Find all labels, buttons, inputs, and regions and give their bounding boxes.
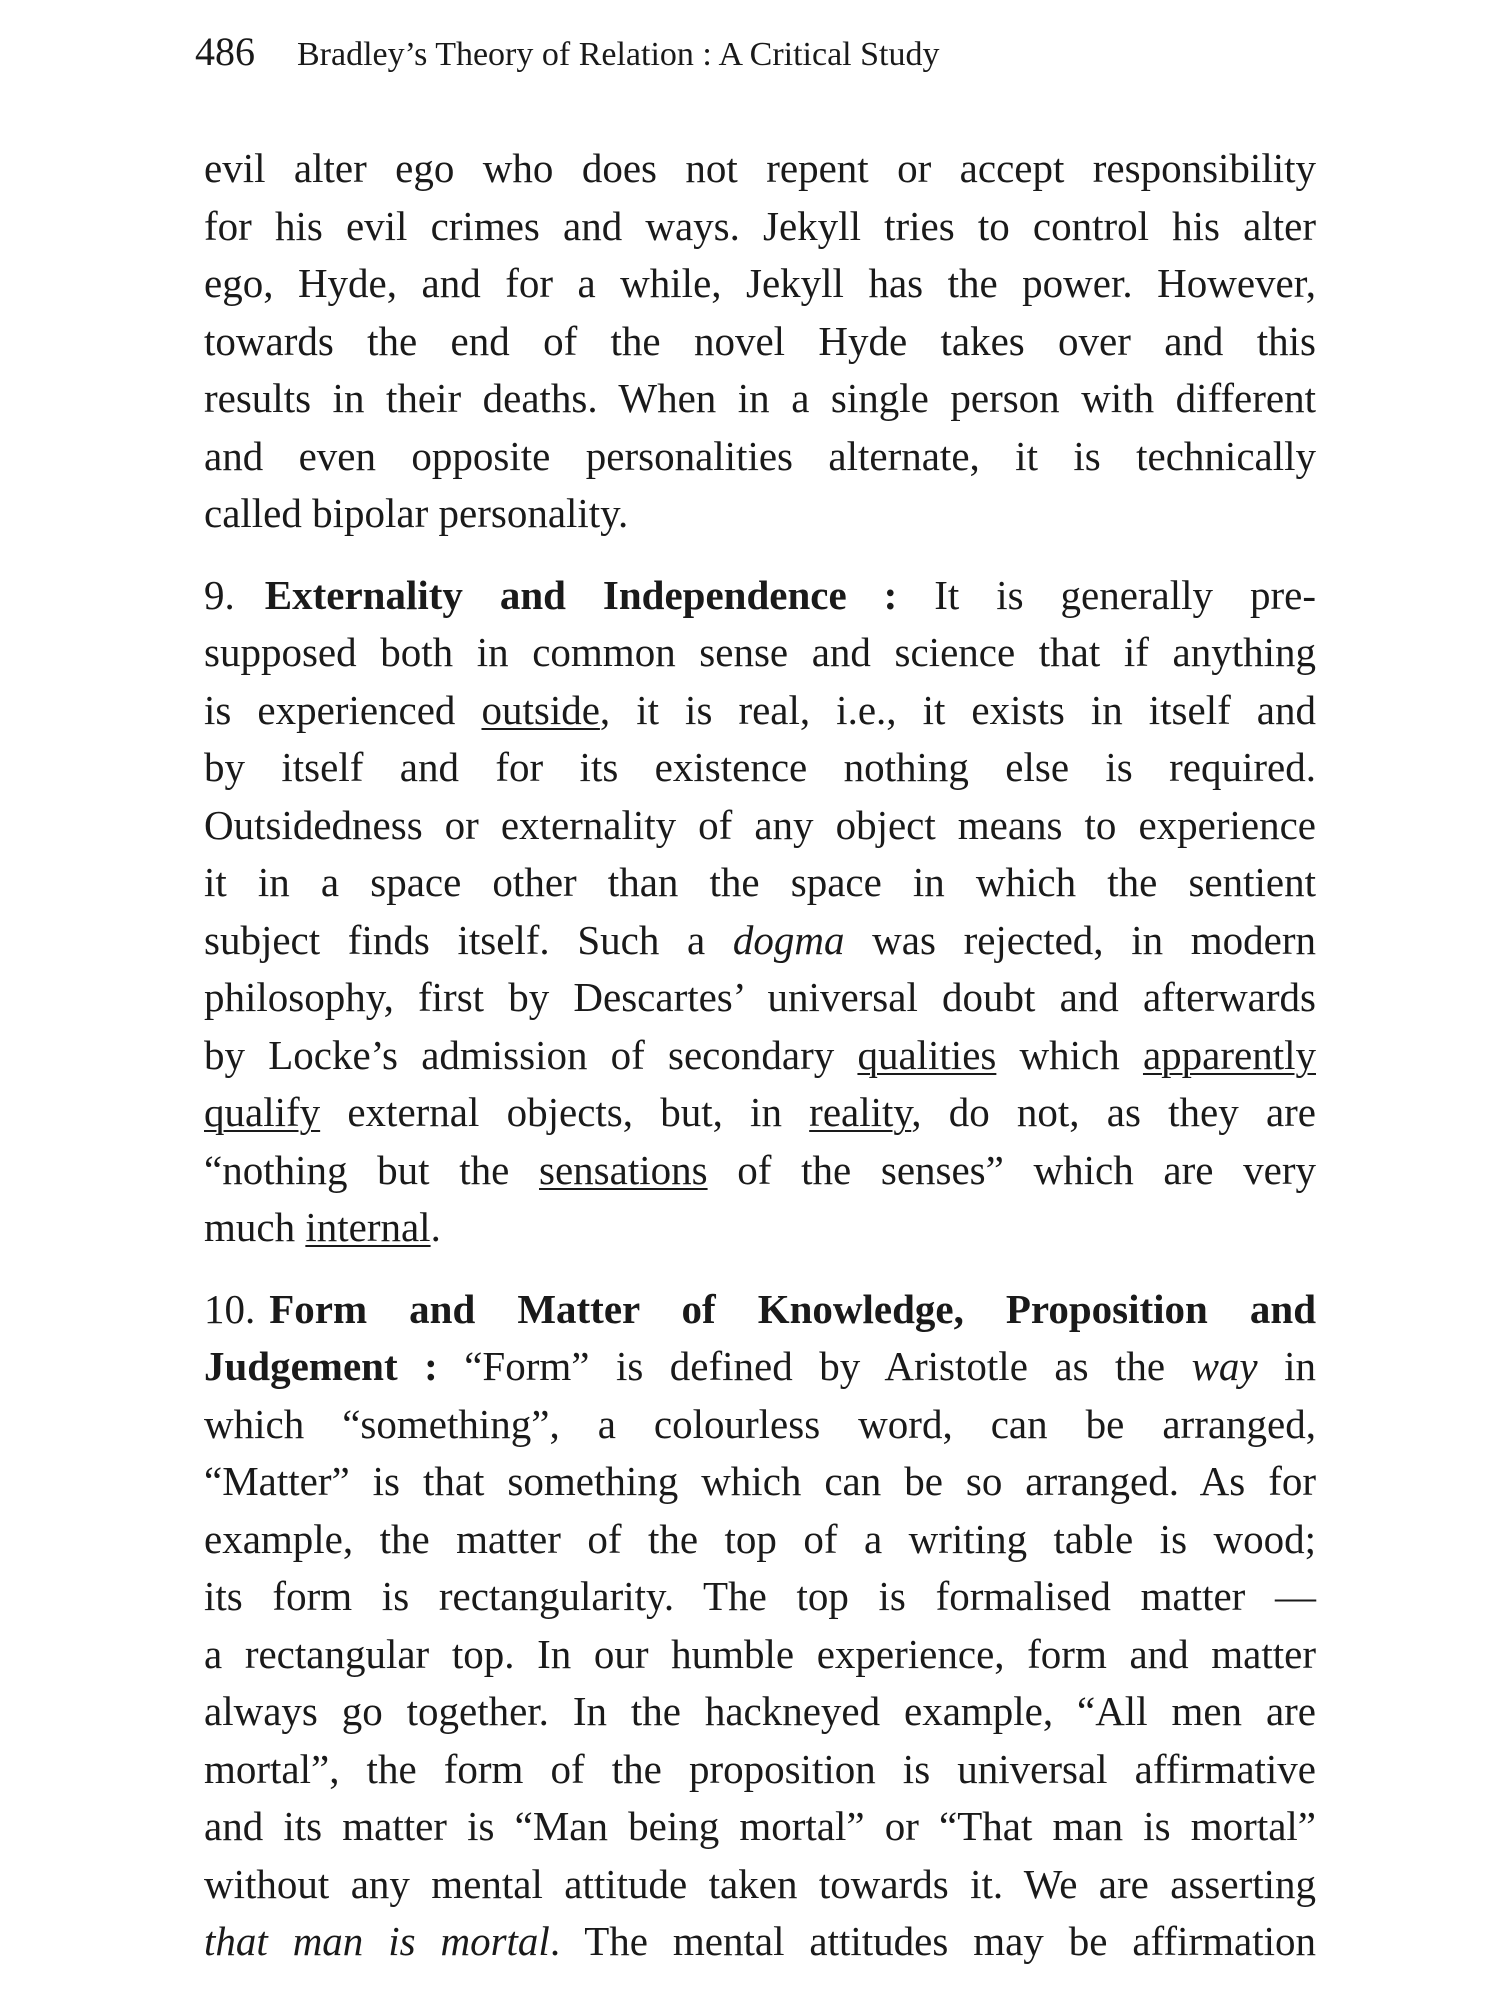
text-run: “nothing but the (204, 1146, 540, 1193)
section-heading: Form and Matter of Knowledge, Proposition and (269, 1285, 1316, 1332)
text-line (204, 567, 1316, 625)
text-line: philosophy, first by Descartes’ universal doubt and afterwards (204, 974, 1316, 1020)
text-line: evil alter ego who does not repent or accept responsibility (204, 145, 1316, 191)
italic-term: dogma (732, 916, 845, 963)
text-line: it in a space other than the space in which the sentient (204, 859, 1316, 905)
text-line: mortal”, the form of the proposition is universal affirmative (204, 1745, 1316, 1792)
text-line: a rectangular top. In our humble experience, form and matter (204, 1630, 1316, 1677)
text-line: “Matter” is that something which can be so arranged. As for (204, 1458, 1316, 1504)
text-line (204, 912, 1316, 970)
text-line (204, 1084, 1316, 1142)
text-run: , it is real, i.e., it exists in itself and (599, 686, 1316, 733)
text-run: by Locke’s admission of secondary (204, 1031, 858, 1078)
paragraph-section-9 (204, 567, 1316, 1257)
text-line: example, the matter of the top of a writing table is wood; (204, 1515, 1316, 1562)
text-line: called bipolar personality. (204, 490, 629, 536)
text-line: results in their deaths. When in a single person with different (204, 375, 1316, 421)
underlined-term: reality (809, 1089, 912, 1135)
text-run: It is generally pre- (897, 571, 1316, 618)
text-line (204, 1027, 1316, 1085)
text-line (204, 682, 1316, 740)
text-line (204, 1338, 1316, 1396)
underlined-term: sensations (539, 1146, 708, 1193)
text-line (204, 1142, 1316, 1200)
underlined-term: outside (481, 686, 600, 733)
text-line: its form is rectangularity. The top is formalised matter — (204, 1573, 1316, 1619)
text-line: towards the end of the novel Hyde takes over and this (204, 317, 1316, 364)
text-line: and even opposite personalities alternate, it is technically (204, 432, 1316, 479)
underlined-term: internal (305, 1204, 431, 1250)
body-text (204, 140, 1316, 1971)
italic-term: way (1191, 1343, 1258, 1389)
section-number: 9. (204, 571, 235, 618)
section-number: 10. (204, 1285, 256, 1332)
text-run: . The mental attitudes may be affirmation (549, 1918, 1316, 1964)
text-line (204, 1199, 1316, 1257)
text-run: “Form” is defined by Aristotle as the (437, 1343, 1192, 1389)
page-number: 486 (195, 29, 255, 74)
text-run: in (1257, 1343, 1316, 1389)
text-line (204, 1281, 1316, 1339)
text-run: external objects, but, in (320, 1089, 810, 1135)
text-run: of the senses” which are very (707, 1146, 1316, 1193)
italic-term: that man is mortal (204, 1918, 550, 1964)
paragraph-section-10 (204, 1281, 1316, 1971)
text-line: supposed both in common sense and science that if anything (204, 629, 1316, 675)
text-line: and its matter is “Man being mortal” or “That man is mortal” (204, 1803, 1316, 1849)
text-run: is experienced (204, 686, 482, 733)
section-heading: Externality and Independence : (264, 571, 898, 618)
section-heading: Judgement : (204, 1343, 438, 1389)
paragraph-continuation (204, 140, 1316, 543)
text-line: Outsidedness or externality of any object means to experience (204, 801, 1316, 848)
text-line: without any mental attitude taken towards it. We are asserting (204, 1860, 1316, 1907)
text-line: ego, Hyde, and for a while, Jekyll has the power. However, (204, 260, 1316, 306)
page-header (195, 28, 939, 76)
underlined-term: apparently (1142, 1031, 1316, 1078)
text-run: was rejected, in modern (844, 916, 1317, 963)
text-line: which “something”, a colourless word, can be arranged, (204, 1400, 1316, 1447)
text-run: much (204, 1204, 306, 1250)
text-run: . (430, 1204, 441, 1250)
underlined-term: qualities (857, 1031, 997, 1078)
text-line (204, 1913, 1316, 1971)
text-line: for his evil crimes and ways. Jekyll tries to control his alter (204, 202, 1316, 249)
text-line: by itself and for its existence nothing else is required. (204, 744, 1316, 790)
text-run: which (996, 1031, 1143, 1078)
underlined-term: qualify (204, 1089, 321, 1135)
text-run: , do not, as they are (911, 1089, 1316, 1135)
running-title: Bradley’s Theory of Relation : A Critical Study (297, 36, 940, 73)
text-line: always go together. In the hackneyed example, “All men are (204, 1688, 1316, 1734)
text-run: subject finds itself. Such a (204, 916, 733, 963)
